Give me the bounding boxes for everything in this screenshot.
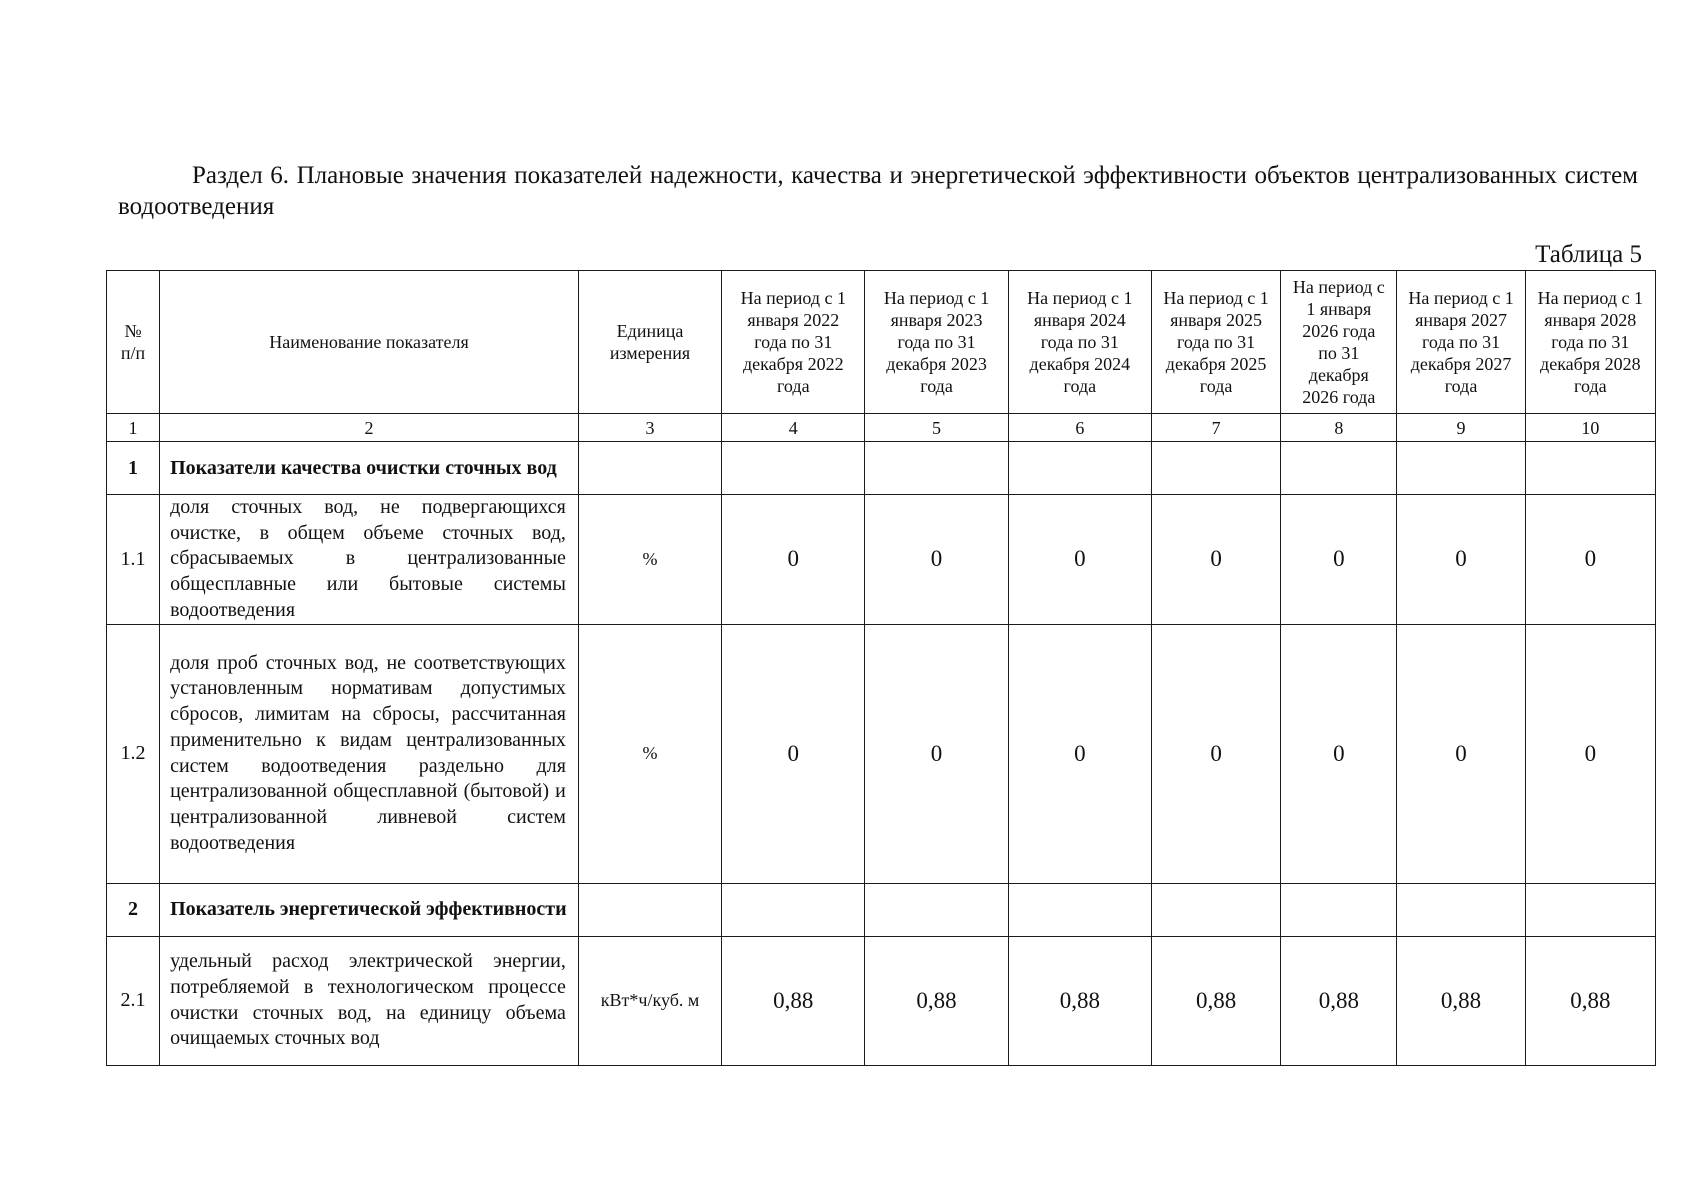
- value-cell: 0,88: [1525, 936, 1655, 1065]
- empty-cell: [1008, 883, 1151, 936]
- section-title: Показатели качества очистки сточных вод: [160, 442, 579, 495]
- value-cell: 0,88: [1151, 936, 1280, 1065]
- value-cell: 0,88: [1397, 936, 1525, 1065]
- header-period-2023: На период с 1 января 2023 года по 31 декабря 2023 года: [865, 271, 1008, 414]
- section-row: [107, 883, 1656, 936]
- value-cell: 0: [1008, 495, 1151, 625]
- column-number: 6: [1008, 414, 1151, 442]
- empty-cell: [865, 442, 1008, 495]
- table-header-row: [107, 271, 1656, 414]
- unit-cell: %: [578, 495, 721, 625]
- empty-cell: [1397, 442, 1525, 495]
- row-number: 2.1: [107, 936, 160, 1065]
- value-cell: 0: [722, 495, 865, 625]
- empty-cell: [578, 442, 721, 495]
- value-cell: 0: [1525, 495, 1655, 625]
- indicators-table: [106, 270, 1656, 1066]
- value-cell: 0: [1281, 624, 1397, 883]
- unit-cell: кВт*ч/куб. м: [578, 936, 721, 1065]
- column-number: 3: [578, 414, 721, 442]
- value-cell: 0: [1525, 624, 1655, 883]
- empty-cell: [1281, 442, 1397, 495]
- empty-cell: [1008, 442, 1151, 495]
- empty-cell: [1151, 442, 1280, 495]
- empty-cell: [722, 883, 865, 936]
- column-number: 7: [1151, 414, 1280, 442]
- unit-cell: %: [578, 624, 721, 883]
- empty-cell: [1397, 883, 1525, 936]
- value-cell: 0: [1397, 624, 1525, 883]
- value-cell: 0: [722, 624, 865, 883]
- header-period-2026: На период с 1 января 2026 года по 31 декабря 2026 года: [1281, 271, 1397, 414]
- value-cell: 0: [1281, 495, 1397, 625]
- column-number: 10: [1525, 414, 1655, 442]
- header-period-2022: На период с 1 января 2022 года по 31 декабря 2022 года: [722, 271, 865, 414]
- header-period-2024: На период с 1 января 2024 года по 31 декабря 2024 года: [1008, 271, 1151, 414]
- row-number: 1.1: [107, 495, 160, 625]
- table-caption: Таблица 5: [1535, 241, 1642, 268]
- column-number: 9: [1397, 414, 1525, 442]
- column-number: 2: [160, 414, 579, 442]
- section-title: Показатель энергетической эффективности: [160, 883, 579, 936]
- empty-cell: [1151, 883, 1280, 936]
- column-number: 1: [107, 414, 160, 442]
- table-row: [107, 495, 1656, 625]
- indicator-name: удельный расход электрической энергии, потребляемой в технологическом процессе очистки сточных вод, на единицу объема очищаемых сточных вод: [160, 936, 579, 1065]
- section-number: 1: [107, 442, 160, 495]
- header-period-2028: На период с 1 января 2028 года по 31 декабря 2028 года: [1525, 271, 1655, 414]
- value-cell: 0,88: [1008, 936, 1151, 1065]
- header-period-2027: На период с 1 января 2027 года по 31 декабря 2027 года: [1397, 271, 1525, 414]
- value-cell: 0: [1151, 495, 1280, 625]
- value-cell: 0: [1008, 624, 1151, 883]
- value-cell: 0,88: [1281, 936, 1397, 1065]
- empty-cell: [578, 883, 721, 936]
- indicator-name: доля проб сточных вод, не соответствующих установленным нормативам допустимых сбросов, лимитам на сбросы, рассчитанная применительно к видам централизованных систем водоотведения раздельно для централизованной общесплавной (бытовой) и централизованной ливневой систем водоотведения: [160, 624, 579, 883]
- empty-cell: [1281, 883, 1397, 936]
- section-number: 2: [107, 883, 160, 936]
- empty-cell: [722, 442, 865, 495]
- header-period-2025: На период с 1 января 2025 года по 31 декабря 2025 года: [1151, 271, 1280, 414]
- empty-cell: [1525, 442, 1655, 495]
- header-num: № п/п: [107, 271, 160, 414]
- column-number: 8: [1281, 414, 1397, 442]
- row-number: 1.2: [107, 624, 160, 883]
- section-heading: Раздел 6. Плановые значения показателей надежности, качества и энергетической эффективности объектов централизованных систем водоотведения: [118, 162, 1638, 220]
- value-cell: 0: [865, 495, 1008, 625]
- empty-cell: [1525, 883, 1655, 936]
- value-cell: 0,88: [865, 936, 1008, 1065]
- indicator-name: доля сточных вод, не подвергающихся очистке, в общем объеме сточных вод, сбрасываемых в централизованные общесплавные или бытовые системы водоотведения: [160, 495, 579, 625]
- value-cell: 0: [1397, 495, 1525, 625]
- header-unit: Единица измерения: [578, 271, 721, 414]
- value-cell: 0,88: [722, 936, 865, 1065]
- value-cell: 0: [865, 624, 1008, 883]
- header-name: Наименование показателя: [160, 271, 579, 414]
- empty-cell: [865, 883, 1008, 936]
- value-cell: 0: [1151, 624, 1280, 883]
- column-number-row: [107, 414, 1656, 442]
- section-row: [107, 442, 1656, 495]
- column-number: 4: [722, 414, 865, 442]
- table-row: [107, 624, 1656, 883]
- table-row: [107, 936, 1656, 1065]
- column-number: 5: [865, 414, 1008, 442]
